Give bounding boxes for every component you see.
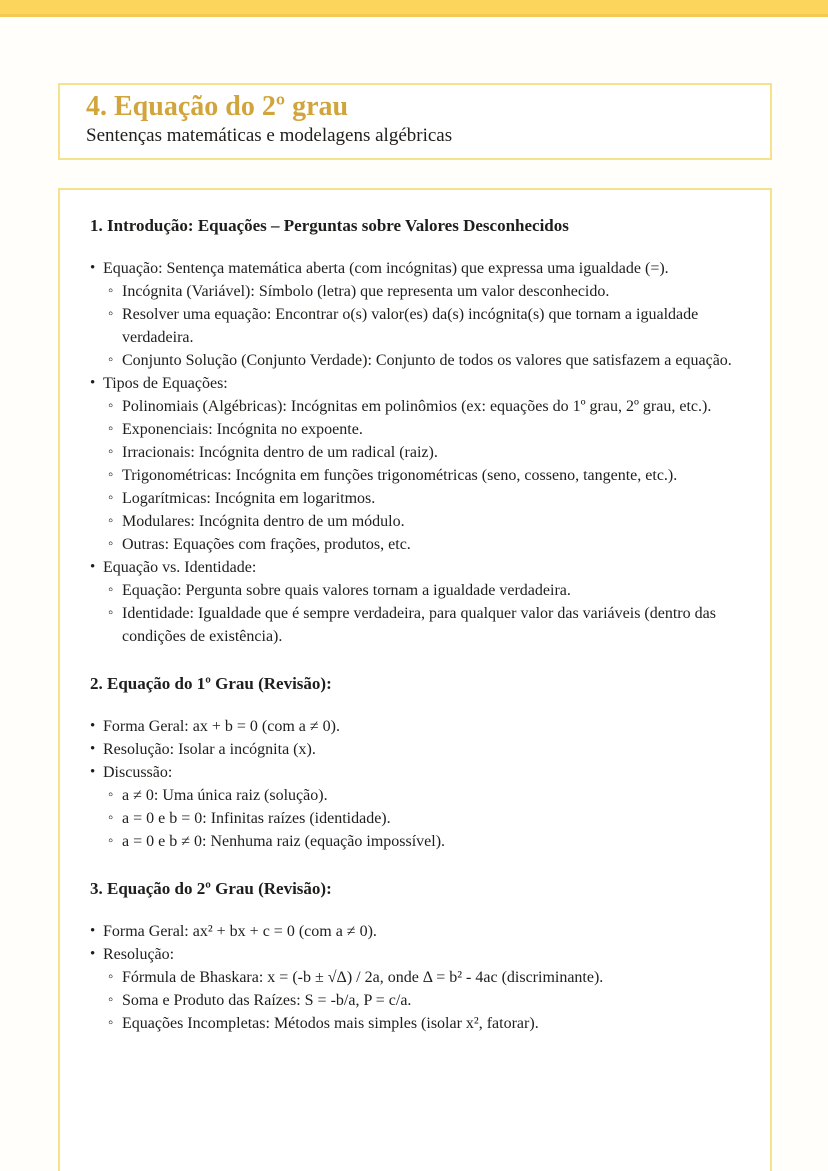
bullet-icon: • xyxy=(90,764,96,780)
bullet-icon: • xyxy=(90,260,96,276)
list-item xyxy=(90,920,740,943)
list-item-text: Equação vs. Identidade: xyxy=(103,559,257,576)
circle-bullet-icon: ◦ xyxy=(108,283,114,299)
bullet-icon: • xyxy=(90,375,96,391)
circle-bullet-icon: ◦ xyxy=(108,306,114,322)
list-item-text: Exponenciais: Incógnita no expoente. xyxy=(122,421,363,438)
bullet-icon: • xyxy=(90,923,96,939)
list-item-text: Forma Geral: ax + b = 0 (com a ≠ 0). xyxy=(103,718,340,735)
list-item xyxy=(90,738,740,761)
list-item-text: Trigonométricas: Incógnita em funções trigonométricas (seno, cosseno, tangente, etc.). xyxy=(122,467,678,484)
list-item xyxy=(90,602,740,648)
list-item xyxy=(90,303,740,349)
circle-bullet-icon: ◦ xyxy=(108,582,114,598)
section-heading: 2. Equação do 1º Grau (Revisão): xyxy=(90,674,332,693)
list-item xyxy=(90,349,740,372)
list-item-text: Polinomiais (Algébricas): Incógnitas em polinômios (ex: equações do 1º grau, 2º grau, etc.). xyxy=(122,398,712,415)
list-item-text: Fórmula de Bhaskara: x = (-b ± √Δ) / 2a, onde Δ = b² - 4ac (discriminante). xyxy=(122,969,604,986)
section-heading: 1. Introdução: Equações – Perguntas sobre Valores Desconhecidos xyxy=(90,216,569,235)
list-item xyxy=(90,784,740,807)
page-title: 4. Equação do 2º grau xyxy=(86,91,349,122)
section-items xyxy=(90,257,740,648)
list-item xyxy=(90,579,740,602)
list-item-text: Equações Incompletas: Métodos mais simples (isolar x², fatorar). xyxy=(122,1015,539,1032)
top-accent-bar xyxy=(0,0,828,17)
circle-bullet-icon: ◦ xyxy=(108,444,114,460)
list-item-text: Soma e Produto das Raízes: S = -b/a, P = c/a. xyxy=(122,992,412,1009)
circle-bullet-icon: ◦ xyxy=(108,513,114,529)
list-item xyxy=(90,533,740,556)
list-item xyxy=(90,966,740,989)
circle-bullet-icon: ◦ xyxy=(108,787,114,803)
list-item-text: Logarítmicas: Incógnita em logaritmos. xyxy=(122,490,376,507)
list-item xyxy=(90,807,740,830)
list-item-text: a ≠ 0: Uma única raiz (solução). xyxy=(122,787,328,804)
circle-bullet-icon: ◦ xyxy=(108,1015,114,1031)
list-item xyxy=(90,830,740,853)
section-heading: 3. Equação do 2º Grau (Revisão): xyxy=(90,879,332,898)
list-item xyxy=(90,761,740,784)
list-item-text: Discussão: xyxy=(103,764,173,781)
list-item-text: a = 0 e b ≠ 0: Nenhuma raiz (equação impossível). xyxy=(122,833,446,850)
list-item-text: Equação: Pergunta sobre quais valores tornam a igualdade verdadeira. xyxy=(122,582,571,599)
document-section xyxy=(90,877,740,1035)
content-card xyxy=(58,188,772,1171)
circle-bullet-icon: ◦ xyxy=(108,398,114,414)
bullet-icon: • xyxy=(90,946,96,962)
list-item-text: Resolver uma equação: Encontrar o(s) valor(es) da(s) incógnita(s) que tornam a igualdade verdadeira. xyxy=(122,306,699,346)
list-item xyxy=(90,487,740,510)
list-item-text: Outras: Equações com frações, produtos, etc. xyxy=(122,536,411,553)
list-item-text: Conjunto Solução (Conjunto Verdade): Conjunto de todos os valores que satisfazem a equação. xyxy=(122,352,732,369)
list-item xyxy=(90,418,740,441)
list-item xyxy=(90,715,740,738)
circle-bullet-icon: ◦ xyxy=(108,536,114,552)
list-item-text: Tipos de Equações: xyxy=(103,375,228,392)
circle-bullet-icon: ◦ xyxy=(108,421,114,437)
list-item xyxy=(90,280,740,303)
list-item-text: Resolução: xyxy=(103,946,175,963)
list-item-text: Resolução: Isolar a incógnita (x). xyxy=(103,741,316,758)
list-item-text: Modulares: Incógnita dentro de um módulo. xyxy=(122,513,405,530)
bullet-icon: • xyxy=(90,741,96,757)
list-item xyxy=(90,1012,740,1035)
document-section xyxy=(90,214,740,648)
circle-bullet-icon: ◦ xyxy=(108,810,114,826)
list-item xyxy=(90,556,740,579)
list-item-text: a = 0 e b = 0: Infinitas raízes (identidade). xyxy=(122,810,391,827)
list-item-text: Identidade: Igualdade que é sempre verdadeira, para qualquer valor das variáveis (dentro das condições de existência). xyxy=(122,605,716,645)
document-body xyxy=(90,214,740,1035)
list-item xyxy=(90,395,740,418)
list-item-text: Equação: Sentença matemática aberta (com incógnitas) que expressa uma igualdade (=). xyxy=(103,260,669,277)
circle-bullet-icon: ◦ xyxy=(108,969,114,985)
bullet-icon: • xyxy=(90,718,96,734)
title-card xyxy=(58,83,772,160)
section-items xyxy=(90,715,740,853)
bullet-icon: • xyxy=(90,559,96,575)
circle-bullet-icon: ◦ xyxy=(108,490,114,506)
circle-bullet-icon: ◦ xyxy=(108,992,114,1008)
document-section xyxy=(90,672,740,853)
list-item xyxy=(90,510,740,533)
circle-bullet-icon: ◦ xyxy=(108,467,114,483)
list-item-text: Incógnita (Variável): Símbolo (letra) que representa um valor desconhecido. xyxy=(122,283,610,300)
circle-bullet-icon: ◦ xyxy=(108,352,114,368)
list-item xyxy=(90,441,740,464)
page-subtitle: Sentenças matemáticas e modelagens algébricas xyxy=(86,125,453,146)
list-item xyxy=(90,372,740,395)
list-item xyxy=(90,257,740,280)
list-item-text: Forma Geral: ax² + bx + c = 0 (com a ≠ 0). xyxy=(103,923,377,940)
list-item xyxy=(90,943,740,966)
circle-bullet-icon: ◦ xyxy=(108,833,114,849)
circle-bullet-icon: ◦ xyxy=(108,605,114,621)
list-item xyxy=(90,989,740,1012)
section-items xyxy=(90,920,740,1035)
list-item xyxy=(90,464,740,487)
list-item-text: Irracionais: Incógnita dentro de um radical (raiz). xyxy=(122,444,438,461)
